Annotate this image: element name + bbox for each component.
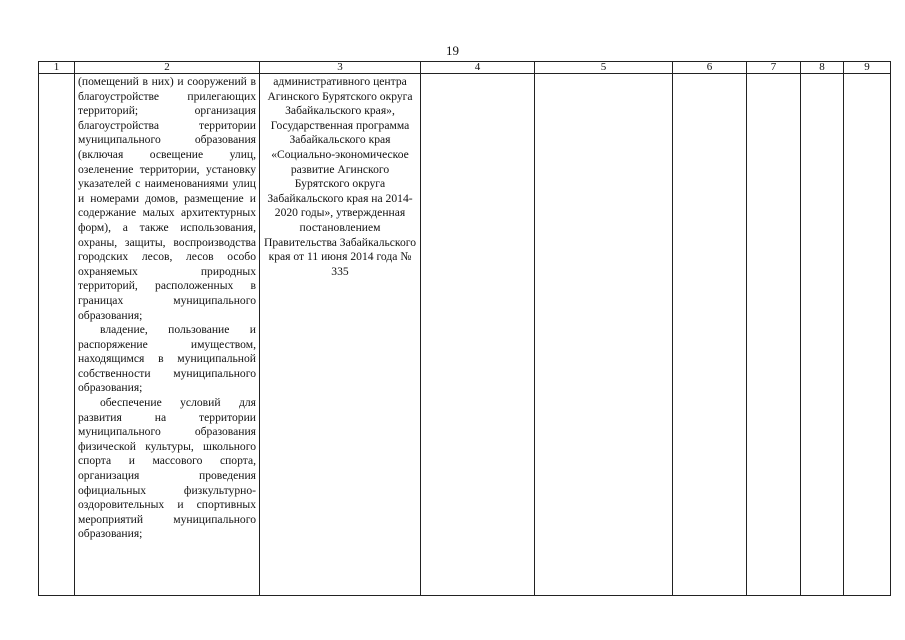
column-header-4: 4 — [421, 62, 535, 74]
cell-col-5 — [535, 74, 673, 596]
cell-col-7 — [747, 74, 801, 596]
powers-paragraph: владение, пользование и распоряжение имуществом, находящимся в муниципальной собственности муниципального образования; — [78, 323, 256, 395]
column-header-1: 1 — [39, 62, 75, 74]
cell-col-1 — [39, 74, 75, 596]
cell-col-9 — [844, 74, 891, 596]
cell-col-6 — [673, 74, 747, 596]
cell-col-4 — [421, 74, 535, 596]
column-header-5: 5 — [535, 62, 673, 74]
powers-list — [75, 74, 259, 542]
column-header-7: 7 — [747, 62, 801, 74]
powers-paragraph: (помещений в них) и сооружений в благоустройстве прилегающих территорий; организация благоустройства территории муниципального образования (включая освещение улиц, озеленение территории, установку указателей с наименованиями улиц и номерами домов, размещение и содержание малых архитектурных форм), а также использования, охраны, защиты, воспроизводства городских лесов, лесов особо охраняемых природных территорий, расположенных в границах муниципального образования; — [78, 75, 256, 322]
column-header-8: 8 — [801, 62, 844, 74]
column-header-3: 3 — [260, 62, 421, 74]
cell-col-2 — [75, 74, 260, 596]
cell-col-8 — [801, 74, 844, 596]
program-reference-text: административного центра Агинского Бурятского округа Забайкальского края», Государственная программа Забайкальского края «Социально-экономическое развитие Агинского Бурятского округа Забайкальского края на 2014-2020 годы», утвержденная постановлением Правительства Забайкальского края от 11 июня 2014 года № 335 — [263, 75, 417, 278]
table-row — [39, 74, 891, 596]
program-table — [38, 61, 891, 596]
column-header-9: 9 — [844, 62, 891, 74]
page-number: 19 — [446, 43, 459, 58]
cell-col-3 — [260, 74, 421, 596]
column-header-2: 2 — [75, 62, 260, 74]
program-reference — [260, 74, 420, 279]
powers-paragraph: обеспечение условий для развития на территории муниципального образования физической культуры, школьного спорта и массового спорта, организация проведения официальных физкультурно-оздоровительных и спортивных мероприятий муниципального образования; — [78, 396, 256, 541]
column-header-6: 6 — [673, 62, 747, 74]
column-number-row — [39, 62, 891, 74]
